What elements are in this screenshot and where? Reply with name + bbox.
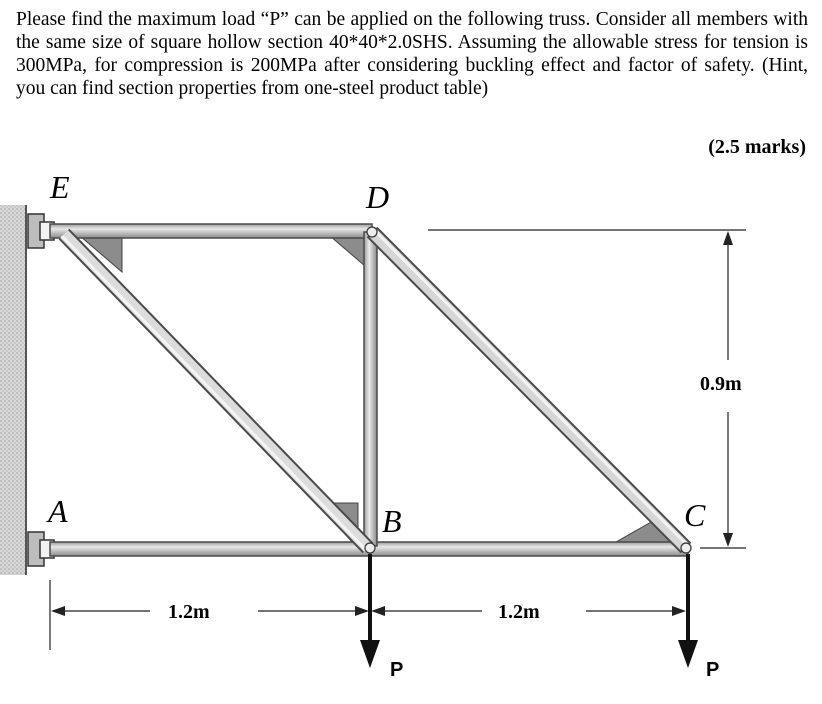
load-arrow-c [678, 554, 719, 681]
joint-label-c: C [684, 497, 706, 533]
question-text: Please find the maximum load “P” can be applied on the following truss. Consider all members with the same size of square hollow section 40*40*2.0SHS. Assuming the allowable stress for tension is 300MPa, for compression is 200MPa after considering buckling effect and factor of safety. (Hint, you can find section properties from one-steel product table) [16, 9, 808, 99]
dimension-span-bc-label: 1.2m [498, 601, 540, 623]
member-bc [370, 542, 688, 556]
dimension-span-ab-label: 1.2m [168, 601, 210, 623]
load-label-b: P [390, 659, 404, 681]
joint-label-b: B [382, 503, 402, 539]
joint-label-d: D [366, 179, 390, 215]
joint-d-pin [367, 227, 377, 237]
load-label-c: P [706, 659, 720, 681]
member-db [364, 232, 377, 546]
member-ed [50, 224, 372, 238]
dimension-height-label: 0.9m [700, 373, 742, 395]
joint-c-pin [681, 543, 691, 553]
joint-label-e: E [50, 169, 70, 205]
marks-label: (2.5 marks) [708, 136, 806, 158]
member-eb [62, 234, 368, 550]
joint-label-a: A [48, 493, 68, 529]
wall-support [0, 205, 26, 575]
member-dc [372, 230, 688, 548]
joint-b-pin [365, 543, 375, 553]
member-ab [50, 542, 370, 556]
load-arrow-b [360, 554, 403, 681]
